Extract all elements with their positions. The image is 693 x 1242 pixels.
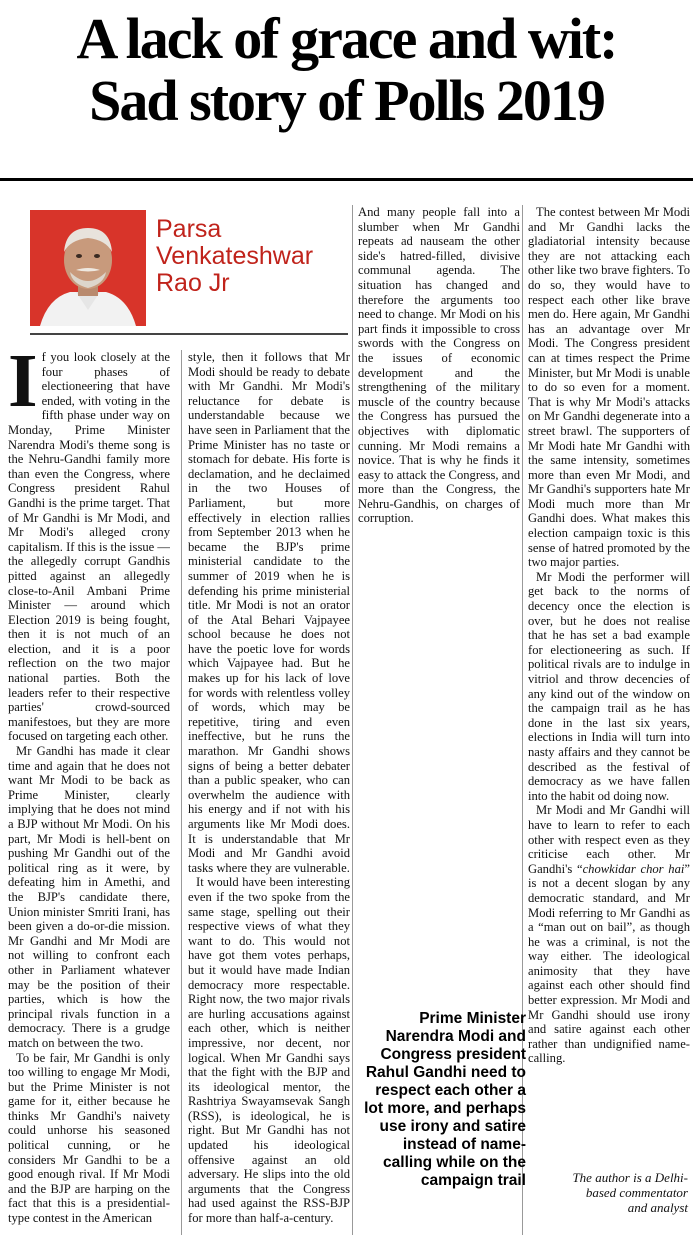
author-credit-line-3: and analyst xyxy=(627,1200,688,1215)
paragraph-3: To be fair, Mr Gandhi is only too willing to engage Mr Modi, but the Prime Minister is not game for it, either because he thinks Mr Gandhi's naivety could unhorse his seasoned political cunning, or he considers Mr Gandhi to be a good enough rival. If Mr Modi and the BJP are harping on the fact that this is a presidential-type contest in the American xyxy=(8,1050,170,1226)
paragraph-5: The contest between Mr Modi and Mr Gandhi lacks the gladiatorial intensity because they are not attacking each other like two brave fighters. To do so, they would have to respect each other like brave men do. Here again, Mr Gandhi has an advantage over Mr Modi. The Congress president can at times respect the Prime Minister, but Mr Modi is unable to do so even for a moment. That is why Mr Modi's attacks on Mr Gandhi degenerate into a street brawl. The supporters of Mr Modi hate Mr Gandhi with the same intensity, sometimes more than even Mr Modi, and Mr Gandhi's supporters hate Mr Modi much more than Mr Gandhi does. What makes this election campaign toxic is this sense of hatred promoted by the two major parties. xyxy=(528,205,690,570)
column-1 xyxy=(8,350,170,1235)
slogan: chowkidar chor hai xyxy=(582,861,685,876)
author-credit-line-1: The author is a Delhi- xyxy=(572,1170,688,1185)
column-2 xyxy=(188,350,350,1235)
headline xyxy=(0,8,693,132)
pull-quote: Prime Minister Narendra Modi and Congress president Rahul Gandhi need to respect each other a lot more, and perhaps use irony and satire instead of name-calling while on the campaign trail xyxy=(364,1010,526,1189)
author-credit xyxy=(528,1170,688,1215)
headline-line-2: Sad story of Polls 2019 xyxy=(89,68,604,133)
column-rule xyxy=(352,205,353,1235)
paragraph-7 xyxy=(528,803,690,1066)
headline-rule xyxy=(0,178,693,181)
author-name xyxy=(156,216,346,297)
headline-line-1: A lack of grace and wit: xyxy=(76,6,617,71)
author-name-line-2: Venkateshwar xyxy=(156,242,314,270)
paragraph-1-text: f you look closely at the four phases of electioneering that have ended, with voting in the fifth phase under way on Monday, Prime Minister Narendra Modi's theme song is the Nehru-Gandhi family more than even the Congress, where Congress president Rahul Gandhi is the prime target. That of Mr Gandhi is Mr Modi, and Mr Modi's alleged crony capitalism. If this is the issue — the allegedly corrupt Gandhis pitted against an allegedly close-to-Anil Ambani Prime Minister — around which Election 2019 is being fought, then it is not much of an election, and it is a poor reflection on the two major national parties. Both the leaders refer to their respective parties' crowd-sourced manifestoes, but they are more focused on targeting each other. xyxy=(8,350,170,744)
column-4 xyxy=(528,205,690,1235)
author-photo xyxy=(30,210,146,326)
author-portrait-icon xyxy=(30,210,146,326)
author-credit-line-2: based commentator xyxy=(585,1185,688,1200)
paragraph-1 xyxy=(8,350,170,744)
byline xyxy=(30,210,348,330)
byline-rule xyxy=(30,333,348,335)
paragraph-6: Mr Modi the performer will get back to the norms of decency once the election is over, but he does not realise that he has set a bad example for electioneering as such. If political rivals are to indulge in vitriol and throw decencies of any kind out of the window on the campaign trail as he has done in the last six years, elections in India will turn into nasty affairs and they cannot be described as the festival of democracy as we have fallen into the habit od doing now. xyxy=(528,569,690,803)
paragraph-4-cont: And many people fall into a slumber when Mr Gandhi repeats ad nauseam the other side's hatred-filled, divisive communal agenda. The situation has changed and therefore the arguments too need to change. Mr Modi on his part finds it impossible to cross swords with the Congress on the issues of economic development and the strengthening of the military muscle of the country because the Congress has pursued the objectives with diplomatic cunning. Mr Modi remains a novice. That is why he finds it easy to attack the Congress, and more than the Congress, the Nehru-Gandhis, on charges of corruption. xyxy=(358,205,520,526)
column-3 xyxy=(358,205,520,995)
paragraph-3-cont: style, then it follows that Mr Modi should be ready to debate with Mr Gandhi. Mr Modi's reluctance for debate is understandable because we have seen in Parliament that the Prime Minister has no taste or stomach for debate. His forte is declamation, and he declaimed in the two Houses of Parliament, but more effectively in election rallies from September 2013 when he became the BJP's prime ministerial candidate to the summer of 2019 when he is defending his prime ministerial title. Mr Modi is not an orator of the Atal Behari Vajpayee school because he does not have the poetic love for words which Vajpayee had. But he makes up for his lack of love for words with relentless volley of words, which may be repetitive, tiring and even ineffective, but he runs the marathon. Mr Gandhi shows signs of being a better debater than a public speaker, who can overwhelm the audience with his energy and if not with his arguments like Mr Modi does. It is understandable that Mr Modi and Mr Gandhi avoid tasks where they are vulnerable. xyxy=(188,350,350,875)
paragraph-7-text-a: Mr Modi and Mr Gandhi will have to learn to refer to each other with respect even as they criticise each other. Mr Gandhi's “ xyxy=(528,803,690,876)
drop-cap: I xyxy=(8,350,38,423)
author-name-line-3: Rao Jr xyxy=(156,269,230,297)
column-rule xyxy=(181,350,182,1235)
paragraph-7-text-b: ” is not a decent slogan by any democratic standard, and Mr Modi referring to Mr Gandhi as a “man out on bail”, as though he was a criminal, is not the way either. The ideological animosity that they have against each other should find better expression. Mr Modi and Mr Gandhi should use irony and satire against each other rather than undignified name-calling. xyxy=(528,861,690,1066)
paragraph-2: Mr Gandhi has made it clear time and again that he does not want Mr Modi to be back as Prime Minister, clearly implying that he does not mind a BJP without Mr Modi. On his part, Mr Modi is hell-bent on pushing Mr Gandhi out of the political ring as it were, by defeating him in Amethi, and the BJP's candidate there, Union minister Smriti Irani, has been given a do-or-die mission. Mr Gandhi and Mr Modi are not willing to confront each other in Parliament whatever may be the position of their parties, which is how the principal rivals function in a democracy. There is a grudge match on between the two. xyxy=(8,744,170,1050)
author-name-line-1: Parsa xyxy=(156,215,222,243)
paragraph-4: It would have been interesting even if the two spoke from the same stage, spelling out their respective views of what they want to do. This would not have got them votes perhaps, but it would have made Indian democracy more respectable. Right now, the two major rivals are hurling accusations against each other, which is neither impressive, nor decent, nor logical. When Mr Gandhi says that the fight with the BJP and its ideological mentor, the Rashtriya Swayamsevak Sangh (RSS), is ideological, he is right. But Mr Gandhi has not updated his ideological offensive against an old adversary. He slips into the old arguments that the Congress had used against the RSS-BJP for more than half-a-century. xyxy=(188,875,350,1226)
